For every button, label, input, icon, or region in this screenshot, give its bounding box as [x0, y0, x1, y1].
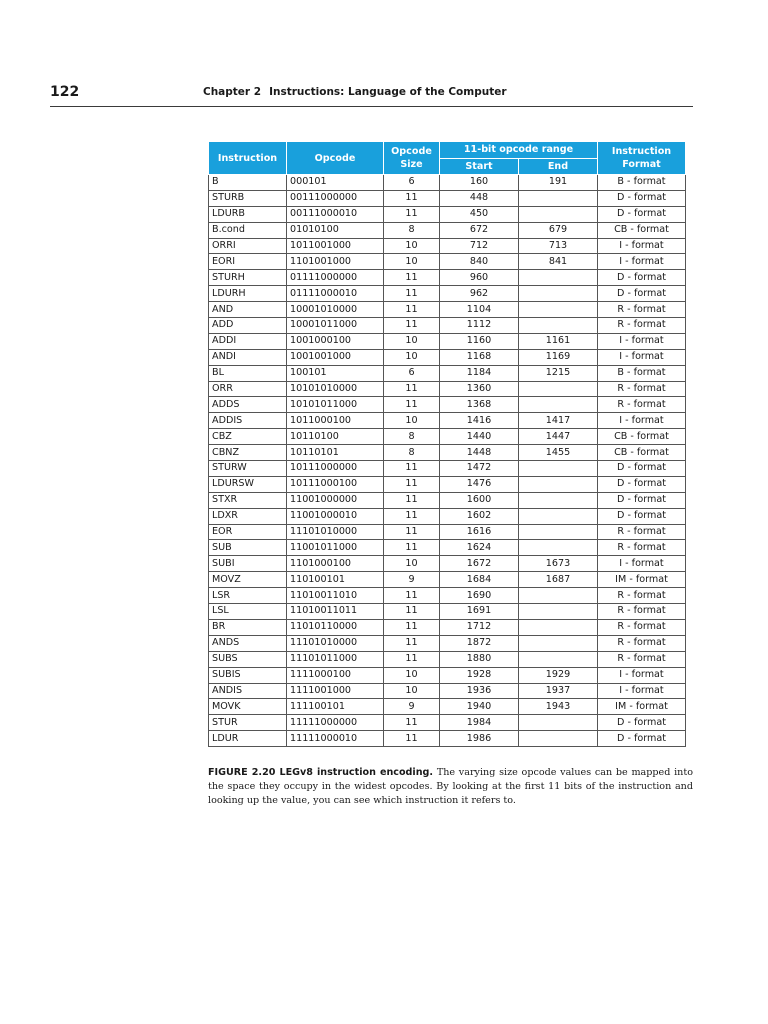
- page-number: 122: [50, 84, 80, 100]
- instruction-cell: CBNZ: [209, 445, 287, 461]
- start-cell: 1928: [440, 667, 519, 683]
- instruction-cell: SUB: [209, 540, 287, 556]
- end-cell: 679: [519, 222, 598, 238]
- opcode-size-cell: 10: [384, 333, 440, 349]
- opcode-cell: 11001011000: [287, 540, 384, 556]
- header-opcode-size: Opcode Size: [384, 142, 440, 175]
- opcode-cell: 1001000100: [287, 333, 384, 349]
- table-row: [209, 445, 686, 461]
- start-cell: 1984: [440, 715, 519, 731]
- opcode-cell: 10110100: [287, 429, 384, 445]
- start-cell: 448: [440, 190, 519, 206]
- start-cell: 1104: [440, 302, 519, 318]
- opcode-cell: 1101000100: [287, 556, 384, 572]
- format-cell: R - format: [598, 397, 686, 413]
- instruction-cell: ADDS: [209, 397, 287, 413]
- start-cell: 1360: [440, 381, 519, 397]
- chapter-title: Instructions: Language of the Computer: [269, 86, 507, 98]
- end-cell: [519, 302, 598, 318]
- opcode-size-cell: 11: [384, 206, 440, 222]
- opcode-size-cell: 10: [384, 238, 440, 254]
- table-body: [209, 175, 686, 747]
- page-header: [50, 84, 693, 107]
- instruction-cell: ANDS: [209, 635, 287, 651]
- start-cell: 1880: [440, 651, 519, 667]
- end-cell: [519, 397, 598, 413]
- end-cell: [519, 381, 598, 397]
- table-row: [209, 588, 686, 604]
- start-cell: 1624: [440, 540, 519, 556]
- start-cell: 1940: [440, 699, 519, 715]
- end-cell: 841: [519, 254, 598, 270]
- table-row: [209, 413, 686, 429]
- start-cell: 1416: [440, 413, 519, 429]
- end-cell: [519, 635, 598, 651]
- format-cell: D - format: [598, 476, 686, 492]
- start-cell: 1712: [440, 619, 519, 635]
- format-cell: D - format: [598, 270, 686, 286]
- start-cell: 1602: [440, 508, 519, 524]
- opcode-size-cell: 9: [384, 572, 440, 588]
- instruction-cell: ANDI: [209, 349, 287, 365]
- opcode-size-cell: 8: [384, 429, 440, 445]
- opcode-cell: 1111001000: [287, 683, 384, 699]
- end-cell: [519, 588, 598, 604]
- table-row: [209, 667, 686, 683]
- opcode-size-cell: 11: [384, 381, 440, 397]
- start-cell: 1600: [440, 492, 519, 508]
- format-cell: D - format: [598, 492, 686, 508]
- end-cell: [519, 651, 598, 667]
- table-row: [209, 461, 686, 477]
- opcode-cell: 11010011011: [287, 604, 384, 620]
- instruction-cell: ADDI: [209, 333, 287, 349]
- opcode-cell: 11111000000: [287, 715, 384, 731]
- instruction-cell: STXR: [209, 492, 287, 508]
- header-end: End: [519, 158, 598, 175]
- format-cell: B - format: [598, 175, 686, 191]
- header-opcode-range: 11-bit opcode range: [440, 142, 598, 159]
- instruction-cell: LDURH: [209, 286, 287, 302]
- running-head: [203, 86, 507, 98]
- opcode-size-cell: 11: [384, 492, 440, 508]
- format-cell: IM - format: [598, 572, 686, 588]
- format-cell: I - format: [598, 254, 686, 270]
- instruction-cell: LDURSW: [209, 476, 287, 492]
- opcode-size-cell: 10: [384, 556, 440, 572]
- opcode-cell: 111100101: [287, 699, 384, 715]
- instruction-cell: LSL: [209, 604, 287, 620]
- opcode-cell: 1001001000: [287, 349, 384, 365]
- table-row: [209, 476, 686, 492]
- opcode-cell: 10110101: [287, 445, 384, 461]
- format-cell: D - format: [598, 731, 686, 747]
- header-instruction: Instruction: [209, 142, 287, 175]
- opcode-size-cell: 11: [384, 604, 440, 620]
- instruction-cell: ADD: [209, 318, 287, 334]
- end-cell: 1687: [519, 572, 598, 588]
- opcode-cell: 00111000000: [287, 190, 384, 206]
- opcode-size-cell: 11: [384, 476, 440, 492]
- instruction-cell: LDURB: [209, 206, 287, 222]
- opcode-size-cell: 11: [384, 508, 440, 524]
- table-row: [209, 524, 686, 540]
- end-cell: 1455: [519, 445, 598, 461]
- format-cell: R - format: [598, 318, 686, 334]
- start-cell: 1672: [440, 556, 519, 572]
- table-row: [209, 381, 686, 397]
- format-cell: I - format: [598, 238, 686, 254]
- table-row: [209, 333, 686, 349]
- end-cell: [519, 604, 598, 620]
- end-cell: [519, 461, 598, 477]
- format-cell: D - format: [598, 190, 686, 206]
- table-row: [209, 715, 686, 731]
- opcode-cell: 10101011000: [287, 397, 384, 413]
- table-row: [209, 318, 686, 334]
- end-cell: [519, 619, 598, 635]
- start-cell: 160: [440, 175, 519, 191]
- start-cell: 840: [440, 254, 519, 270]
- start-cell: 1112: [440, 318, 519, 334]
- format-cell: CB - format: [598, 429, 686, 445]
- instruction-cell: SUBIS: [209, 667, 287, 683]
- opcode-size-cell: 6: [384, 175, 440, 191]
- opcode-size-cell: 10: [384, 683, 440, 699]
- opcode-cell: 1011000100: [287, 413, 384, 429]
- table-header: [209, 142, 686, 175]
- end-cell: [519, 318, 598, 334]
- instruction-cell: MOVZ: [209, 572, 287, 588]
- end-cell: [519, 492, 598, 508]
- end-cell: [519, 206, 598, 222]
- table-row: [209, 683, 686, 699]
- instruction-cell: ORR: [209, 381, 287, 397]
- table-row: [209, 572, 686, 588]
- instruction-cell: EOR: [209, 524, 287, 540]
- instruction-cell: AND: [209, 302, 287, 318]
- opcode-cell: 11101010000: [287, 524, 384, 540]
- format-cell: I - format: [598, 413, 686, 429]
- opcode-cell: 10001011000: [287, 318, 384, 334]
- instruction-cell: B: [209, 175, 287, 191]
- opcode-cell: 11010011010: [287, 588, 384, 604]
- opcode-size-cell: 10: [384, 254, 440, 270]
- start-cell: 1476: [440, 476, 519, 492]
- start-cell: 1448: [440, 445, 519, 461]
- end-cell: 1215: [519, 365, 598, 381]
- start-cell: 1184: [440, 365, 519, 381]
- opcode-cell: 00111000010: [287, 206, 384, 222]
- table-row: [209, 604, 686, 620]
- table-row: [209, 397, 686, 413]
- format-cell: R - format: [598, 540, 686, 556]
- end-cell: [519, 715, 598, 731]
- opcode-cell: 10101010000: [287, 381, 384, 397]
- opcode-cell: 11101011000: [287, 651, 384, 667]
- instruction-cell: LSR: [209, 588, 287, 604]
- format-cell: R - format: [598, 651, 686, 667]
- instruction-cell: SUBS: [209, 651, 287, 667]
- opcode-cell: 1011001000: [287, 238, 384, 254]
- format-cell: D - format: [598, 508, 686, 524]
- start-cell: 1936: [440, 683, 519, 699]
- opcode-cell: 10111000000: [287, 461, 384, 477]
- opcode-size-cell: 11: [384, 461, 440, 477]
- opcode-size-cell: 11: [384, 302, 440, 318]
- table-row: [209, 302, 686, 318]
- table-row: [209, 190, 686, 206]
- format-cell: D - format: [598, 206, 686, 222]
- format-cell: R - format: [598, 635, 686, 651]
- end-cell: [519, 286, 598, 302]
- start-cell: 1472: [440, 461, 519, 477]
- opcode-size-cell: 11: [384, 731, 440, 747]
- instruction-cell: STURW: [209, 461, 287, 477]
- table-row: [209, 635, 686, 651]
- end-cell: [519, 540, 598, 556]
- start-cell: 1160: [440, 333, 519, 349]
- opcode-size-cell: 10: [384, 413, 440, 429]
- start-cell: 962: [440, 286, 519, 302]
- table-row: [209, 222, 686, 238]
- instruction-cell: CBZ: [209, 429, 287, 445]
- start-cell: 1440: [440, 429, 519, 445]
- opcode-size-cell: 11: [384, 588, 440, 604]
- instruction-cell: SUBI: [209, 556, 287, 572]
- opcode-cell: 000101: [287, 175, 384, 191]
- figure-caption: [208, 766, 693, 808]
- table-row: [209, 699, 686, 715]
- opcode-size-cell: 11: [384, 651, 440, 667]
- opcode-cell: 110100101: [287, 572, 384, 588]
- table-row: [209, 365, 686, 381]
- end-cell: 1417: [519, 413, 598, 429]
- start-cell: 672: [440, 222, 519, 238]
- table-row: [209, 270, 686, 286]
- instruction-cell: B.cond: [209, 222, 287, 238]
- format-cell: IM - format: [598, 699, 686, 715]
- opcode-cell: 10001010000: [287, 302, 384, 318]
- caption-text: The varying size opcode values can be mapped into the space they occupy in the widest opcodes. By looking at the first 11 bits of the instruction and looking up the value, you can see which instruction it refers to.: [208, 767, 693, 806]
- opcode-size-cell: 11: [384, 270, 440, 286]
- end-cell: 1673: [519, 556, 598, 572]
- start-cell: 1690: [440, 588, 519, 604]
- end-cell: [519, 270, 598, 286]
- format-cell: I - format: [598, 683, 686, 699]
- opcode-cell: 11101010000: [287, 635, 384, 651]
- table-row: [209, 651, 686, 667]
- opcode-size-cell: 11: [384, 286, 440, 302]
- format-cell: B - format: [598, 365, 686, 381]
- format-cell: CB - format: [598, 445, 686, 461]
- opcode-cell: 1111000100: [287, 667, 384, 683]
- instruction-encoding-table: [208, 141, 686, 747]
- instruction-cell: BR: [209, 619, 287, 635]
- opcode-size-cell: 11: [384, 540, 440, 556]
- opcode-cell: 11001000000: [287, 492, 384, 508]
- start-cell: 960: [440, 270, 519, 286]
- opcode-size-cell: 11: [384, 318, 440, 334]
- format-cell: CB - format: [598, 222, 686, 238]
- end-cell: [519, 524, 598, 540]
- opcode-size-cell: 11: [384, 397, 440, 413]
- opcode-size-cell: 6: [384, 365, 440, 381]
- opcode-size-cell: 9: [384, 699, 440, 715]
- opcode-size-cell: 8: [384, 222, 440, 238]
- opcode-size-cell: 10: [384, 349, 440, 365]
- end-cell: 1161: [519, 333, 598, 349]
- end-cell: [519, 508, 598, 524]
- instruction-cell: BL: [209, 365, 287, 381]
- header-opcode: Opcode: [287, 142, 384, 175]
- start-cell: 1168: [440, 349, 519, 365]
- table-row: [209, 429, 686, 445]
- table-row: [209, 349, 686, 365]
- end-cell: [519, 190, 598, 206]
- start-cell: 1616: [440, 524, 519, 540]
- opcode-size-cell: 8: [384, 445, 440, 461]
- opcode-size-cell: 11: [384, 635, 440, 651]
- opcode-cell: 11111000010: [287, 731, 384, 747]
- table-row: [209, 492, 686, 508]
- opcode-size-cell: 11: [384, 715, 440, 731]
- table-row: [209, 286, 686, 302]
- start-cell: 1986: [440, 731, 519, 747]
- format-cell: R - format: [598, 588, 686, 604]
- table-row: [209, 731, 686, 747]
- instruction-cell: LDXR: [209, 508, 287, 524]
- opcode-cell: 01111000010: [287, 286, 384, 302]
- format-cell: I - format: [598, 667, 686, 683]
- opcode-cell: 11010110000: [287, 619, 384, 635]
- instruction-cell: STUR: [209, 715, 287, 731]
- instruction-cell: EORI: [209, 254, 287, 270]
- format-cell: R - format: [598, 381, 686, 397]
- format-cell: D - format: [598, 461, 686, 477]
- end-cell: 1943: [519, 699, 598, 715]
- end-cell: 191: [519, 175, 598, 191]
- start-cell: 1691: [440, 604, 519, 620]
- format-cell: I - format: [598, 349, 686, 365]
- table-row: [209, 238, 686, 254]
- table-row: [209, 556, 686, 572]
- instruction-cell: ANDIS: [209, 683, 287, 699]
- format-cell: D - format: [598, 715, 686, 731]
- end-cell: [519, 731, 598, 747]
- opcode-size-cell: 11: [384, 619, 440, 635]
- table-row: [209, 206, 686, 222]
- start-cell: 1872: [440, 635, 519, 651]
- table-row: [209, 508, 686, 524]
- opcode-cell: 10111000100: [287, 476, 384, 492]
- instruction-cell: ORRI: [209, 238, 287, 254]
- end-cell: 713: [519, 238, 598, 254]
- opcode-cell: 1101001000: [287, 254, 384, 270]
- instruction-cell: MOVK: [209, 699, 287, 715]
- end-cell: 1929: [519, 667, 598, 683]
- table-row: [209, 254, 686, 270]
- format-cell: I - format: [598, 333, 686, 349]
- opcode-cell: 11001000010: [287, 508, 384, 524]
- chapter-label: Chapter 2: [203, 86, 262, 98]
- end-cell: 1169: [519, 349, 598, 365]
- format-cell: R - format: [598, 619, 686, 635]
- instruction-cell: LDUR: [209, 731, 287, 747]
- opcode-size-cell: 11: [384, 190, 440, 206]
- start-cell: 712: [440, 238, 519, 254]
- format-cell: R - format: [598, 604, 686, 620]
- figure-label: FIGURE 2.20 LEGv8 instruction encoding.: [208, 767, 434, 778]
- start-cell: 1368: [440, 397, 519, 413]
- opcode-size-cell: 11: [384, 524, 440, 540]
- start-cell: 1684: [440, 572, 519, 588]
- instruction-cell: STURB: [209, 190, 287, 206]
- opcode-cell: 01010100: [287, 222, 384, 238]
- end-cell: 1447: [519, 429, 598, 445]
- header-instruction-format: Instruction Format: [598, 142, 686, 175]
- header-start: Start: [440, 158, 519, 175]
- table-row: [209, 540, 686, 556]
- opcode-size-cell: 10: [384, 667, 440, 683]
- end-cell: [519, 476, 598, 492]
- instruction-cell: ADDIS: [209, 413, 287, 429]
- format-cell: D - format: [598, 286, 686, 302]
- end-cell: 1937: [519, 683, 598, 699]
- format-cell: I - format: [598, 556, 686, 572]
- table-row: [209, 175, 686, 191]
- format-cell: R - format: [598, 524, 686, 540]
- table-row: [209, 619, 686, 635]
- opcode-cell: 100101: [287, 365, 384, 381]
- start-cell: 450: [440, 206, 519, 222]
- format-cell: R - format: [598, 302, 686, 318]
- instruction-cell: STURH: [209, 270, 287, 286]
- opcode-cell: 01111000000: [287, 270, 384, 286]
